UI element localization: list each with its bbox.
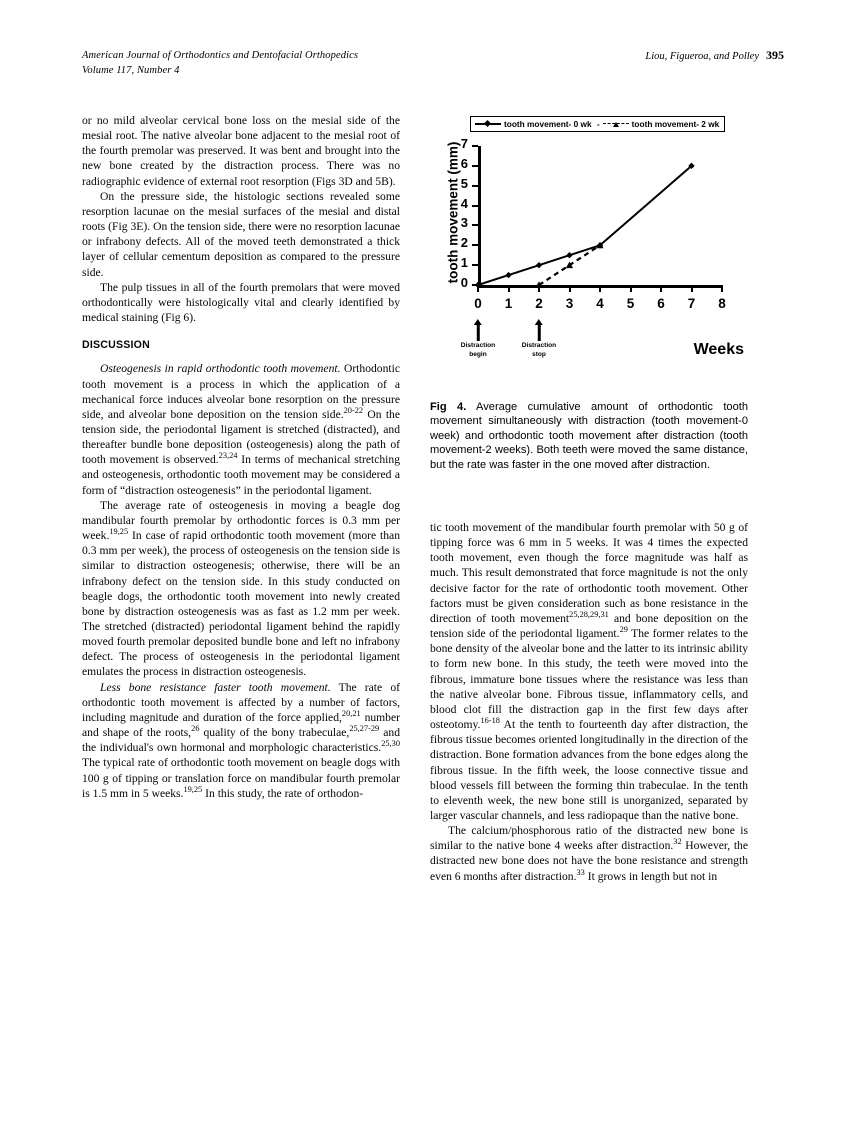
paragraph-text: or no mild alveolar cervical bone loss on the mesial side of the mesial root. The native alveolar bone adjacent to the mesial root of the fourth premolar was preserved. It was bent and brought into the new bone created by the distraction process. There was no radiographic evidence of external root resorption (Figs 3D and 5B). [82, 114, 400, 188]
legend-label-series-2: tooth movement- 2 wk [631, 119, 720, 129]
annotation-label-line1: Distraction [521, 342, 557, 349]
y-tick-label: 4 [460, 195, 468, 211]
legend-separator: - [594, 119, 600, 129]
up-arrow-icon [473, 319, 483, 341]
x-tick-label: 0 [474, 296, 482, 311]
data-point-marker [505, 272, 511, 278]
citation-ref: 29 [619, 625, 628, 635]
paragraph-text: In this study, the rate of orthodon- [202, 786, 364, 800]
citation-ref: 23,24 [218, 451, 238, 461]
x-tick-label: 5 [626, 296, 635, 311]
y-tick-label: 1 [460, 255, 468, 271]
x-tick [569, 285, 571, 292]
citation-ref: 32 [673, 837, 682, 847]
paragraph-text: The pulp tissues in all of the fourth premolars that were moved orthodontically were histologically vital and clearly identified by medical staining (Fig 6). [82, 280, 400, 325]
axis-annotation [522, 319, 556, 360]
running-head [82, 48, 784, 84]
paragraph-text: and the individual's own hormonal and morphologic characteristics. [82, 726, 400, 755]
paragraph-text: However, the distracted new bone does not have the bone resistance and strength even 6 months after distraction. [430, 839, 748, 883]
paragraph-text: quality of the bony trabeculae, [199, 726, 350, 740]
paragraph-text: In case of rapid orthodontic tooth movement (more than 0.3 mm per week), the process of osteogenesis on the tension side is similar to distraction osteogenesis; otherwise, there will be an infrabony defect on the tension side. In this study conducted on beagle dogs, the orthodontic tooth movement into newly created bone by distraction osteogenesis was as fast as 1.2 mm per week. The stretched (distracted) periodontal ligament behind the rapidly moved fourth premolar deposited bundle bone and left no infrabony defect. The process of osteogenesis in the periodontal ligament emulates the process in distraction osteogenesis. [82, 529, 400, 679]
paragraph [430, 823, 748, 884]
x-tick [691, 285, 693, 292]
citation-ref: 33 [576, 867, 585, 877]
left-text-column [82, 113, 400, 801]
paragraph [82, 498, 400, 680]
x-tick-label: 3 [565, 296, 574, 311]
right-text-column [430, 520, 748, 884]
legend-label-series-1: tooth movement- 0 wk [504, 119, 592, 129]
paragraph-text: and bone deposition on the tension side of the periodontal ligament. [430, 611, 748, 641]
annotation-label-line2: stop [532, 351, 546, 359]
page-number: 395 [766, 48, 784, 62]
paragraph-text: On the pressure side, the histologic sections revealed some resorption lacunae on the mesial surfaces of the mesial and distal roots (Fig 3E). On the tension side, there were no resorption lacunae or infrabony defects. All of the moved teeth demonstrated a thick layer of cellular cementum deposition as compared to the pressure side. [82, 189, 400, 279]
paragraph [82, 113, 400, 189]
x-tick-label: 8 [718, 296, 726, 311]
citation-ref: 20,21 [341, 709, 361, 719]
legend-swatch-dashed-line-icon [603, 120, 629, 128]
citation-ref: 20-22 [343, 405, 364, 415]
series-line-1 [478, 166, 692, 285]
paragraph-text: In terms of mechanical stretching and osteogenesis, orthodontic tooth movement may be considered a form of “distraction osteogenesis” in the periodontal ligament. [82, 453, 400, 497]
paragraph-text: On the tension side, the periodontal ligament is stretched (distracted), and thereafter bundle bone deposition (osteogenesis) along the path of tooth movement is observed. [82, 407, 401, 467]
x-tick-label: 4 [596, 296, 604, 311]
annotation-label-line1: Distraction [460, 342, 496, 349]
x-tick-label: 1 [504, 296, 513, 311]
paragraph-text: tic tooth movement of the mandibular fourth premolar with 50 g of tipping force was 6 mm in 5 weeks. It was 4 times the expected tooth movement, even though the force magnitude was half as much. This result demonstrated that force magnitude is not the only decisive factor for the rate of orthodontic tooth movement. Other factors must be given consideration such as bone resistance in the direction of tooth movement [430, 521, 748, 625]
axis-annotation [461, 319, 495, 360]
citation-ref: 26 [191, 724, 200, 734]
paragraph-text: It grows in length but not in [584, 869, 718, 883]
paragraph-text: The rate of orthodontic tooth movement is affected by a number of factors, including magnitude and duration of the force applied, [82, 680, 400, 724]
paragraph [82, 361, 400, 497]
citation-ref: 25,27-29 [349, 724, 380, 734]
x-tick [721, 285, 723, 292]
citation-ref: 25,30 [381, 739, 400, 749]
paragraph [82, 189, 400, 280]
chart-canvas [430, 113, 748, 391]
citation-ref: 16-18 [480, 716, 500, 726]
citation-ref: 19,25 [183, 784, 203, 794]
up-arrow-icon [534, 319, 544, 341]
x-tick [660, 285, 662, 292]
x-tick-label: 7 [687, 296, 696, 311]
section-heading-discussion: DISCUSSION [82, 339, 150, 352]
citation-ref: 19,25 [109, 527, 129, 537]
author-list: Liou, Figueroa, and Polley [645, 51, 759, 62]
data-point-marker [566, 252, 572, 258]
x-axis-title: Weeks [693, 341, 744, 358]
paragraph [82, 680, 400, 801]
y-tick-label: 6 [460, 155, 468, 171]
figure-caption [430, 400, 748, 472]
y-tick-label: 3 [460, 215, 468, 231]
journal-name: American Journal of Orthodontics and Dentofacial Orthopedics [82, 50, 359, 61]
paragraph-text: number and shape of the roots, [82, 710, 400, 740]
x-tick-label: 2 [535, 296, 543, 311]
authors-and-page [645, 48, 784, 64]
x-tick [630, 285, 632, 292]
figure-caption-text: Average cumulative amount of orthodontic tooth movement simultaneously with distraction (tooth movement-0 week) and orthodontic tooth movement after distraction (tooth movement-2 weeks). Both teeth were moved the same distance, but the rate was faster in the one moved after distraction. [430, 401, 748, 471]
run-in-heading: Osteogenesis in rapid orthodontic tooth movement. [100, 362, 341, 376]
journal-title-block [82, 48, 358, 78]
data-point-marker [536, 262, 542, 268]
chart-series-lines [478, 146, 722, 285]
run-in-heading: Less bone resistance faster tooth movement. [100, 680, 331, 694]
chart-legend [470, 116, 725, 132]
y-axis-title: tooth movement (mm) [445, 141, 461, 284]
paragraph-text: The average rate of osteogenesis in moving a beagle dog mandibular fourth premolar by orthodontic forces is 0.3 mm per week. [82, 498, 400, 543]
paragraph-text: The typical rate of orthodontic tooth movement on beagle dogs with 100 g of tipping or translation force on mandibular fourth premolar is 1.5 mm in 5 weeks. [82, 756, 400, 800]
x-tick [599, 285, 601, 292]
paragraph [82, 280, 400, 325]
x-tick-label: 6 [657, 296, 665, 311]
legend-swatch-solid-line-icon [475, 120, 501, 128]
y-tick-label: 5 [460, 175, 468, 191]
paragraph-text: At the tenth to fourteenth day after distraction, the fibrous tissue becomes oriented longitudinally in the direction of the distraction. Bone formation advances from the bone edges along the fibrous tissue. In the fifth week, the loose connective tissue and blood vessels fill between the forming thin trabeculae. In the tenth to eleventh week, the new bone still is unorganized, separated by larger vascular channels, and less radiopaque than the native bone. [430, 718, 748, 822]
x-tick [508, 285, 510, 292]
paragraph-text: Orthodontic tooth movement is a process in which the application of a mechanical force induces alveolar bone resorption on the pressure side, and alveolar bone deposition on the tension side. [82, 362, 400, 421]
citation-ref: 25,28,29,31 [569, 610, 609, 620]
paragraph-text: The calcium/phosphorous ratio of the distracted new bone is similar to the native bone 4 weeks after distraction. [430, 824, 748, 853]
legend-triangle-marker-icon [613, 122, 619, 127]
annotation-label-line2: begin [469, 351, 487, 359]
y-tick-label: 2 [460, 235, 468, 251]
y-tick-label: 0 [460, 275, 468, 290]
figure-label: Fig 4. [430, 401, 467, 413]
y-tick-label: 7 [460, 136, 468, 151]
figure-4 [430, 113, 748, 472]
paragraph-text: The former relates to the bone density of the alveolar bone and the latter to its intrinsic ability to form new bone. In this study, the teeth were moved into the fibrous, immature bone tissues where the resistance was less than the native alveolar bone. Fibrous tissue, inflammatory cells, and blood clot fill the distraction gap in the first few days after osteotomy. [430, 627, 748, 732]
paragraph [430, 520, 748, 823]
journal-volume: Volume 117, Number 4 [82, 65, 180, 76]
